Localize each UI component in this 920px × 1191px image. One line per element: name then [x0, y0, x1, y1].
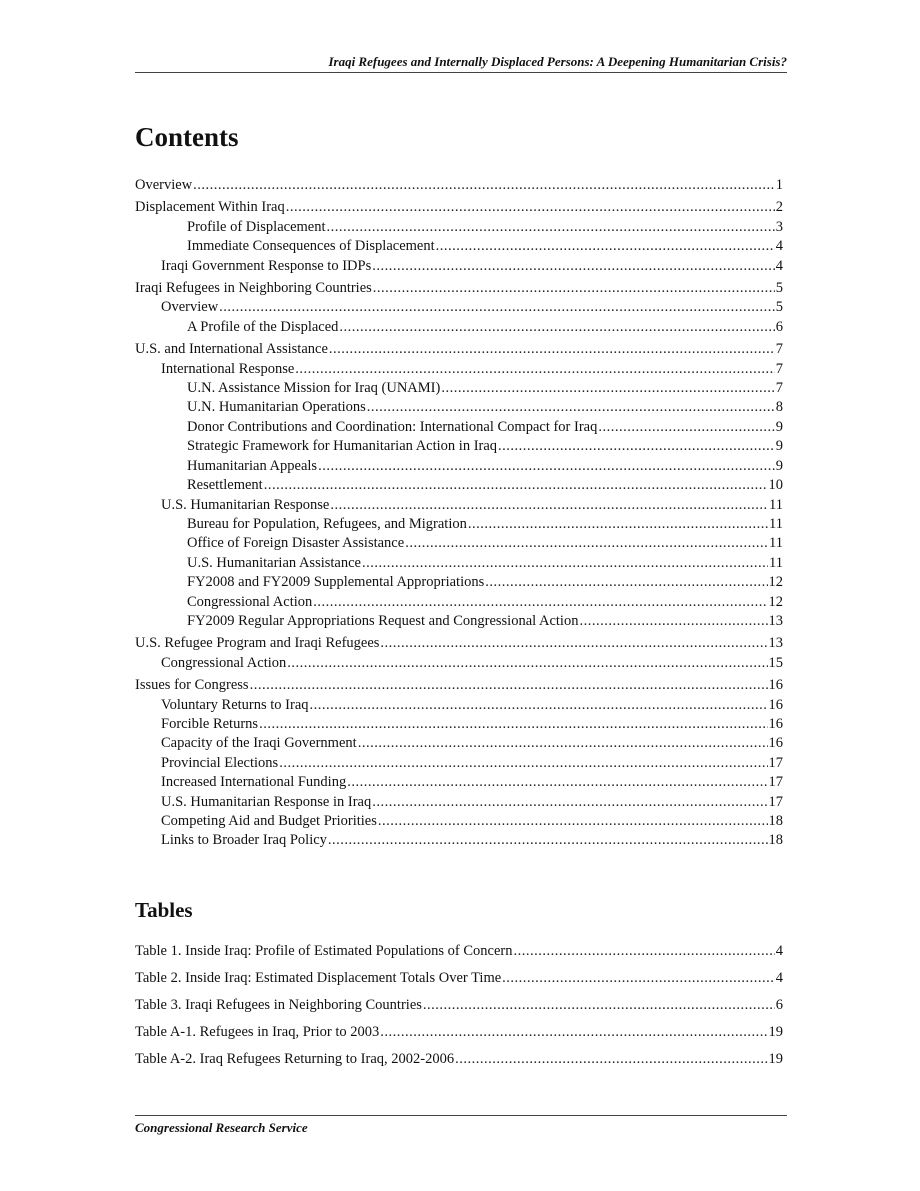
toc-entry-title: U.N. Humanitarian Operations — [187, 399, 366, 416]
toc-entry-page: 18 — [768, 832, 783, 849]
toc-entry-page: 9 — [775, 438, 783, 455]
toc-entry-title: Resettlement — [187, 477, 263, 494]
toc-entry-title: Increased International Funding — [161, 774, 347, 791]
toc-entry-page: 16 — [768, 735, 783, 752]
toc-entry[interactable] — [135, 218, 783, 237]
toc-entry-title: Capacity of the Iraqi Government — [161, 735, 357, 752]
toc-entry-page: 11 — [769, 554, 783, 571]
toc-entry[interactable] — [135, 554, 783, 573]
toc-entry-title: Donor Contributions and Coordination: International Compact for Iraq — [187, 418, 598, 435]
dot-leader — [286, 198, 775, 217]
toc-entry-title: Competing Aid and Budget Priorities — [161, 813, 377, 829]
toc-entry-title: Humanitarian Appeals — [187, 457, 318, 474]
toc-entry-title: Table A-2. Iraq Refugees Returning to Iraq, 2002-2006 — [135, 1051, 455, 1067]
toc-entry-page: 18 — [768, 813, 783, 829]
toc-entry-page: 12 — [768, 574, 783, 591]
toc-entry[interactable] — [135, 515, 783, 534]
dot-leader — [250, 676, 768, 695]
toc-entry[interactable] — [135, 437, 783, 456]
toc-entry-title: U.S. Humanitarian Response — [161, 496, 330, 513]
dot-leader — [329, 340, 775, 359]
toc-entry[interactable] — [135, 831, 783, 850]
dot-leader — [378, 812, 768, 831]
dot-leader — [498, 437, 775, 456]
toc-entry[interactable] — [135, 676, 783, 695]
dot-leader — [373, 279, 775, 298]
dot-leader — [318, 457, 775, 476]
toc-entry[interactable] — [135, 573, 783, 592]
toc-entry-title: Table 2. Inside Iraq: Estimated Displacement Totals Over Time — [135, 970, 502, 986]
toc-entry-page: 6 — [775, 997, 783, 1013]
toc-entry-title: Congressional Action — [161, 654, 287, 671]
dot-leader — [287, 654, 767, 673]
toc-entry-page: 16 — [768, 696, 783, 713]
toc-entry-page: 4 — [775, 970, 783, 986]
toc-entry-title: Iraqi Refugees in Neighboring Countries — [135, 280, 372, 297]
toc-entry-title: Table 1. Inside Iraq: Profile of Estimated Populations of Concern — [135, 943, 513, 959]
toc-entry-page: 7 — [775, 341, 783, 358]
table-list-entry[interactable] — [135, 992, 783, 1019]
dot-leader — [502, 965, 775, 992]
toc-entry[interactable] — [135, 696, 783, 715]
toc-entry-title: Overview — [135, 177, 193, 193]
toc-entry-page: 3 — [775, 218, 783, 235]
toc-entry-page: 12 — [768, 593, 783, 610]
dot-leader — [485, 573, 767, 592]
toc-entry-page: 9 — [775, 418, 783, 435]
toc-entry-page: 2 — [775, 199, 783, 216]
toc-entry-title: International Response — [161, 360, 295, 377]
toc-entry-page: 5 — [775, 280, 783, 297]
toc-entry-page: 10 — [768, 477, 783, 494]
toc-entry[interactable] — [135, 360, 783, 379]
dot-leader — [330, 496, 768, 515]
tables-heading: Tables — [135, 898, 193, 922]
toc-entry-title: Issues for Congress — [135, 677, 249, 694]
toc-entry-title: U.S. and International Assistance — [135, 341, 328, 358]
toc-entry-title: Displacement Within Iraq — [135, 199, 285, 216]
toc-entry-title: Overview — [161, 299, 219, 316]
toc-entry-title: FY2009 Regular Appropriations Request and Congressional Action — [187, 612, 579, 629]
toc-entry-page: 7 — [775, 360, 783, 377]
toc-entry-page: 17 — [768, 774, 783, 791]
toc-entry-title: Congressional Action — [187, 593, 313, 610]
toc-entry-page: 13 — [768, 612, 783, 629]
toc-entry[interactable] — [135, 612, 783, 631]
toc-entry[interactable] — [135, 379, 783, 398]
toc-entry-page: 11 — [769, 535, 783, 552]
toc-entry-page: 4 — [775, 943, 783, 959]
dot-leader — [441, 379, 774, 398]
toc-entry-title: U.S. Humanitarian Response in Iraq — [161, 793, 372, 810]
toc-entry[interactable] — [135, 715, 783, 734]
toc-entry-title: Forcible Returns — [161, 715, 259, 732]
dot-leader — [327, 218, 775, 237]
toc-entry[interactable] — [135, 793, 783, 812]
toc-entry-title: A Profile of the Displaced — [187, 318, 339, 335]
toc-entry-title: Voluntary Returns to Iraq — [161, 696, 309, 713]
dot-leader — [347, 773, 767, 792]
toc-entry[interactable] — [135, 476, 783, 495]
toc-entry[interactable] — [135, 176, 783, 195]
toc-entry-title: Bureau for Population, Refugees, and Migration — [187, 515, 467, 532]
toc-entry[interactable] — [135, 754, 783, 773]
toc-entry-title: Table 3. Iraqi Refugees in Neighboring Countries — [135, 997, 422, 1013]
toc-entry-title: Table A-1. Refugees in Iraq, Prior to 2003 — [135, 1024, 380, 1040]
dot-leader — [295, 360, 774, 379]
toc-entry-title: Office of Foreign Disaster Assistance — [187, 535, 405, 552]
toc-entry-page: 4 — [775, 257, 783, 274]
toc-entry-title: Iraqi Government Response to IDPs — [161, 257, 372, 274]
toc-entry-page: 16 — [768, 715, 783, 732]
running-header: Iraqi Refugees and Internally Displaced Persons: A Deepening Humanitarian Crisis? — [135, 54, 787, 73]
toc-entry-title: Strategic Framework for Humanitarian Action in Iraq — [187, 438, 498, 455]
dot-leader — [328, 831, 768, 850]
toc-entry-page: 16 — [768, 677, 783, 694]
toc-entry-page: 1 — [775, 177, 783, 193]
toc-entry[interactable] — [135, 654, 783, 673]
toc-entry-page: 17 — [768, 754, 783, 771]
dot-leader — [279, 754, 767, 773]
dot-leader — [372, 793, 767, 812]
dot-leader — [436, 237, 775, 256]
dot-leader — [579, 612, 767, 631]
dot-leader — [339, 318, 774, 337]
dot-leader — [468, 515, 768, 534]
dot-leader — [380, 634, 767, 653]
toc-entry-title: Links to Broader Iraq Policy — [161, 832, 327, 849]
dot-leader — [423, 992, 775, 1019]
toc-entry-title: U.S. Refugee Program and Iraqi Refugees — [135, 635, 380, 652]
table-list-entry[interactable] — [135, 938, 783, 965]
toc-entry-title: Immediate Consequences of Displacement — [187, 238, 435, 255]
toc-entry-page: 5 — [775, 299, 783, 316]
toc-entry-page: 6 — [775, 318, 783, 335]
toc-entry-title: U.N. Assistance Mission for Iraq (UNAMI) — [187, 380, 441, 397]
toc-entry-title: FY2008 and FY2009 Supplemental Appropriations — [187, 574, 485, 591]
toc-entry[interactable] — [135, 457, 783, 476]
toc-entry[interactable] — [135, 634, 783, 653]
toc-entry-page: 8 — [775, 399, 783, 416]
toc-entry[interactable] — [135, 496, 783, 515]
toc-entry-title: U.S. Humanitarian Assistance — [187, 554, 361, 571]
toc-entry-page: 7 — [775, 380, 783, 397]
toc-entry-page: 11 — [769, 515, 783, 532]
dot-leader — [219, 298, 775, 317]
toc-entry[interactable] — [135, 257, 783, 276]
toc-entry[interactable] — [135, 398, 783, 417]
contents-heading: Contents — [135, 122, 239, 152]
toc-entry-page: 15 — [768, 654, 783, 671]
dot-leader — [405, 534, 768, 553]
toc-entry-page: 9 — [775, 457, 783, 474]
toc-entry[interactable] — [135, 318, 783, 337]
dot-leader — [380, 1019, 767, 1046]
dot-leader — [193, 176, 775, 195]
page-footer: Congressional Research Service — [135, 1115, 787, 1136]
dot-leader — [358, 734, 768, 753]
toc-entry[interactable] — [135, 773, 783, 792]
toc-entry[interactable] — [135, 340, 783, 359]
toc-entry-page: 13 — [768, 635, 783, 652]
toc-entry[interactable] — [135, 593, 783, 612]
toc-entry[interactable] — [135, 198, 783, 217]
dot-leader — [362, 554, 768, 573]
toc-entry-page: 11 — [769, 496, 783, 513]
dot-leader — [259, 715, 767, 734]
toc-entry-title: Profile of Displacement — [187, 218, 326, 235]
dot-leader — [264, 476, 768, 495]
dot-leader — [367, 398, 775, 417]
dot-leader — [598, 418, 774, 437]
toc-entry[interactable] — [135, 237, 783, 256]
dot-leader — [514, 938, 775, 965]
toc-entry[interactable] — [135, 812, 783, 831]
dot-leader — [455, 1046, 767, 1073]
toc-entry[interactable] — [135, 279, 783, 298]
toc-entry-page: 4 — [775, 238, 783, 255]
toc-entry[interactable] — [135, 418, 783, 437]
table-list-entry[interactable] — [135, 965, 783, 992]
table-of-contents — [135, 176, 783, 851]
toc-entry-title: Provincial Elections — [161, 754, 279, 771]
toc-entry[interactable] — [135, 734, 783, 753]
toc-entry[interactable] — [135, 534, 783, 553]
dot-leader — [310, 696, 768, 715]
list-of-tables — [135, 938, 783, 1073]
toc-entry-page: 19 — [768, 1051, 783, 1067]
toc-entry-page: 17 — [768, 793, 783, 810]
table-list-entry[interactable] — [135, 1046, 783, 1073]
dot-leader — [372, 257, 775, 276]
dot-leader — [313, 593, 767, 612]
toc-entry-page: 19 — [768, 1024, 783, 1040]
table-list-entry[interactable] — [135, 1019, 783, 1046]
toc-entry[interactable] — [135, 298, 783, 317]
